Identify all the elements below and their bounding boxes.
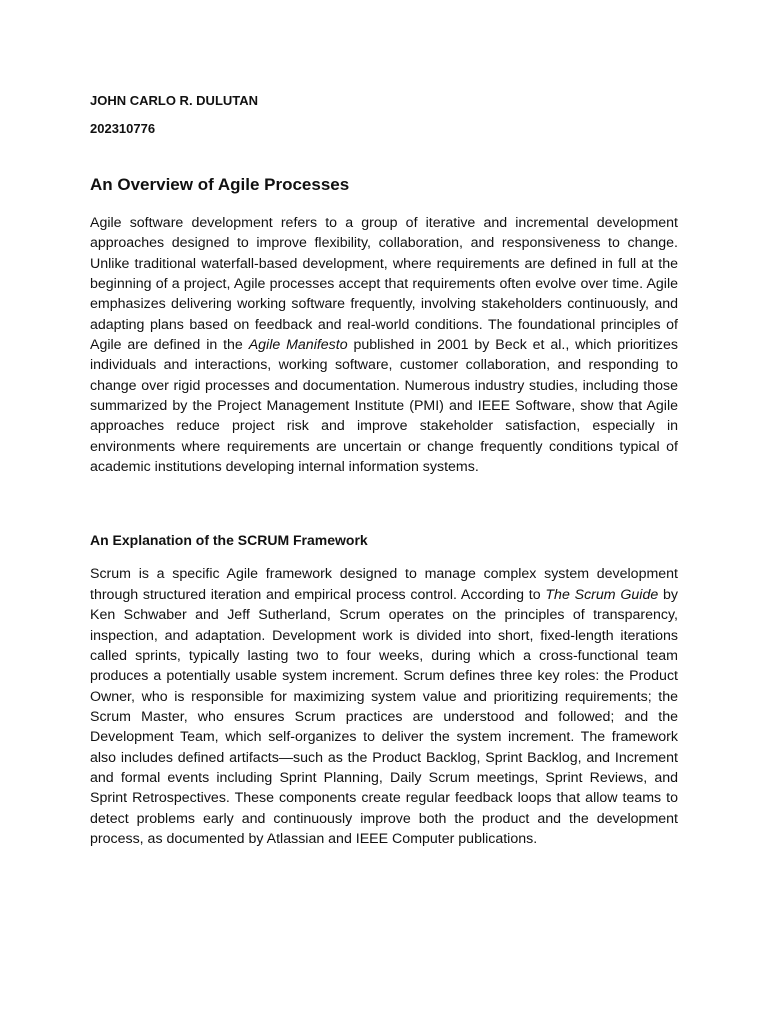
paragraph-text: by Ken Schwaber and Jeff Sutherland, Scrum operates on the principles of transparency, inspection, and adaptation. Development work is divided into short, fixed-length iterations called sprints, typically lasting two to four weeks, during which a cross-functional team produces a potentially usable system increment. Scrum defines three key roles: the Product Owner, who is responsible for maximizing system value and prioritizing requirements; the Scrum Master, who ensures Scrum practices are understood and followed; and the Development Team, which self-organizes to deliver the system increment. The framework also includes defined artifacts—such as the Product Backlog, Sprint Backlog, and Increment and formal events including Sprint Planning, Daily Scrum meetings, Sprint Reviews, and Sprint Retrospectives. These components create regular feedback loops that allow teams to detect problems early and continuously improve both the product and the development process, as documented by Atlassian and IEEE Computer publications. [90, 586, 678, 847]
author-name: JOHN CARLO R. DULUTAN [90, 93, 259, 108]
section-title-scrum: An Explanation of the SCRUM Framework [90, 532, 368, 549]
emphasis-scrum-guide: The Scrum Guide [545, 586, 659, 603]
section-title-agile: An Overview of Agile Processes [90, 175, 350, 194]
paragraph-agile-overview [90, 213, 678, 477]
student-id: 202310776 [90, 121, 156, 136]
paragraph-text: Agile software development refers to a group of iterative and incremental development approaches designed to improve flexibility, collaboration, and responsiveness to change. Unlike traditional waterfall-based development, where requirements are defined in full at the beginning of a project, Agile processes accept that requirements often evolve over time. Agile emphasizes delivering working software frequently, involving stakeholders continuously, and adapting plans based on feedback and real-world conditions. The foundational principles of Agile are defined in the [90, 215, 678, 354]
emphasis-agile-manifesto: Agile Manifesto [248, 337, 348, 354]
paragraph-text: Scrum is a specific Agile framework designed to manage complex system development through structured iteration and empirical process control. According to [90, 566, 678, 603]
paragraph-text: published in 2001 by Beck et al., which prioritizes individuals and interactions, working software, customer collaboration, and responding to change over rigid processes and documentation. Numerous industry studies, including those summarized by the Project Management Institute (PMI) and IEEE Software, show that Agile approaches reduce project risk and improve stakeholder satisfaction, especially in environments where requirements are uncertain or change frequently conditions typical of academic institutions developing internal information systems. [90, 337, 678, 476]
paragraph-scrum-framework [90, 564, 678, 849]
